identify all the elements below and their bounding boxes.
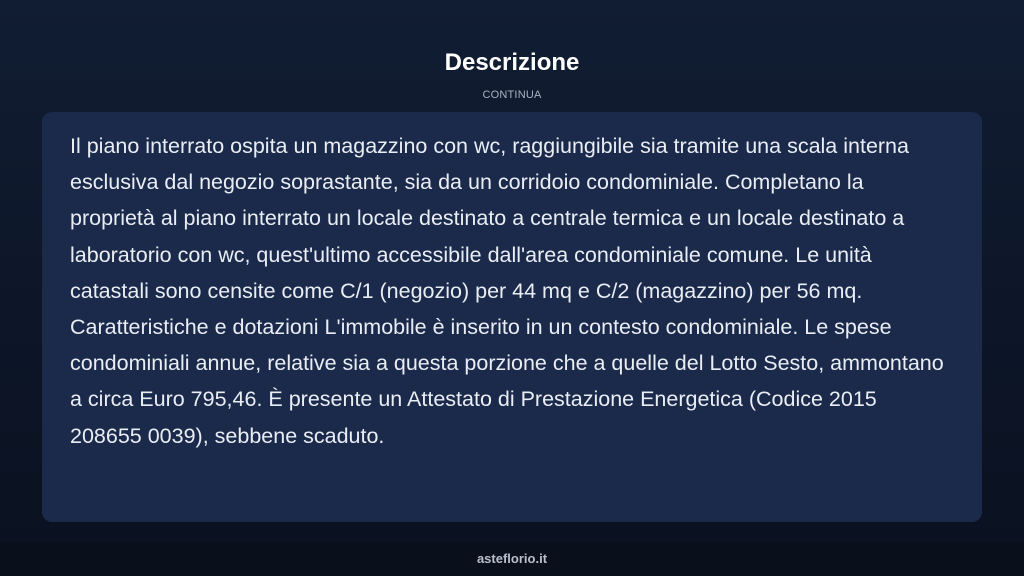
- description-card: [42, 112, 982, 522]
- page-subtitle: CONTINUA: [482, 89, 542, 101]
- footer-brand: asteflorio.it: [476, 551, 548, 566]
- header: [0, 48, 1024, 102]
- page-title: Descrizione: [444, 49, 580, 76]
- description-text: Il piano interrato ospita un magazzino con wc, raggiungibile sia tramite una scala interna esclusiva dal negozio soprastante, sia da un corridoio condominiale. Completano la proprietà al piano interrato un locale destinato a centrale termica e un locale destinato a laboratorio con wc, quest'ultimo accessibile dall'area condominiale comune. Le unità catastali sono censite come C/1 (negozio) per 44 mq e C/2 (magazzino) per 56 mq. Caratteristiche e dotazioni L'immobile è inserito in un contesto condominiale. Le spese condominiali annue, relative sia a questa porzione che a quelle del Lotto Sesto, ammontano a circa Euro 795,46. È presente un Attestato di Prestazione Energetica (Codice 2015 208655 0039), sebbene scaduto.: [70, 134, 944, 448]
- footer: [0, 542, 1024, 576]
